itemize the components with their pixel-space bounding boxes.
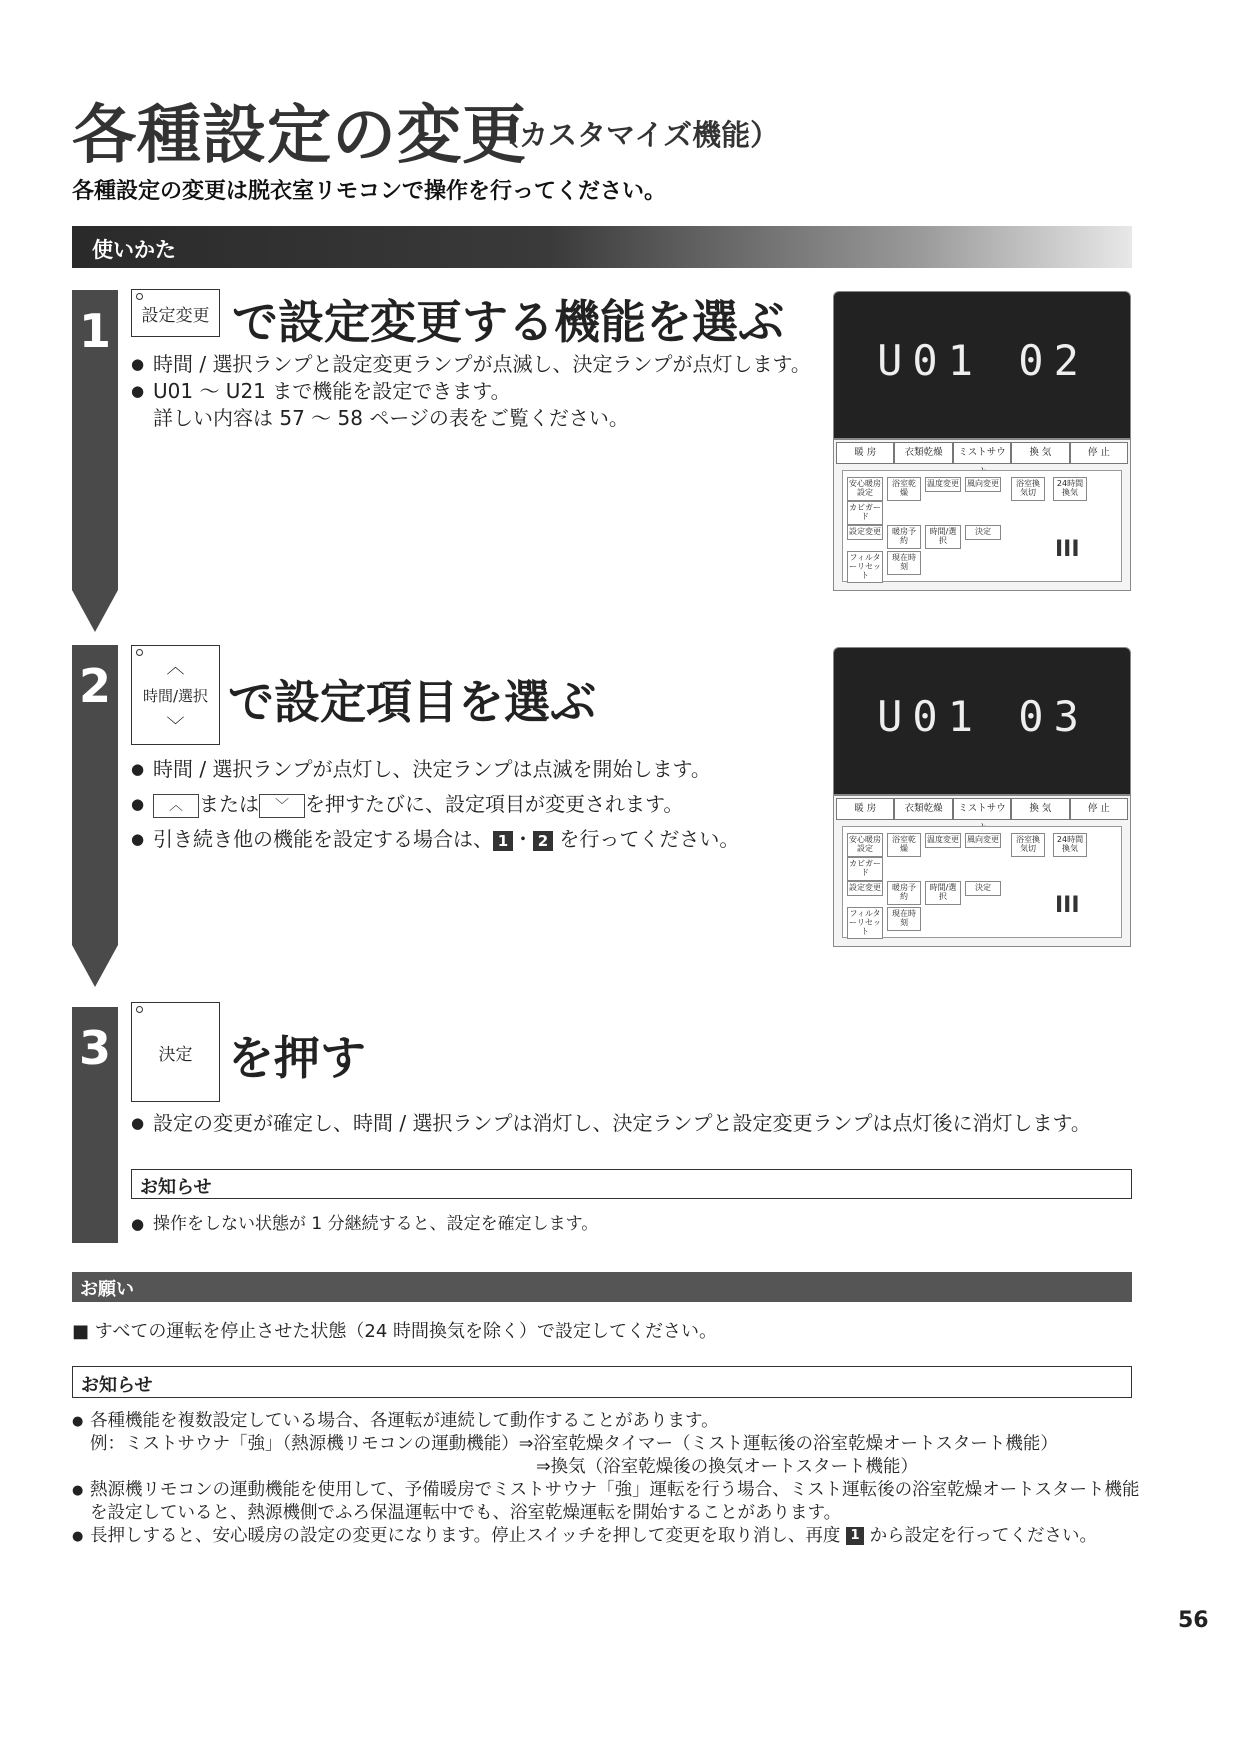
remote-mini-button: 24時間換気 [1053,477,1087,501]
list-item: ● 操作をしない状態が 1 分継続すると、設定を確定します。 [131,1211,1131,1238]
list-item: ● U01 ～ U21 まで機能を設定できます。 詳しい内容は 57 ～ 58 ページの表をご覧ください。 [131,378,811,432]
remote-button-heating: 暖 房 [836,798,894,820]
remote-mini-button: 暖房予約 [887,525,921,549]
remote-mini-button: 浴室換気切 [1011,833,1045,857]
step-2-arrow [72,645,118,945]
remote-mini-button: 設定変更 [847,881,883,896]
remote-mini-button: 設定変更 [847,525,883,540]
remote-display-text: U01 02 [877,336,1089,385]
list-item: ● 熱源機リモコンの運動機能を使用して、予備暖房でミストサウナ「強」運転を行う場合、ミスト運転後の浴室乾燥オートスタート機能を設定していると、熱源機側でふろ保温運転中でも、浴室乾燥運転を開始することがあります。 [72,1479,1142,1525]
down-key-inline [259,794,305,818]
remote-mini-button: 浴室乾燥 [887,833,921,857]
step-3-bullets [131,1110,1141,1137]
remote-illustration-2 [833,647,1131,947]
remote-top-buttons [836,798,1128,820]
howto-label: 使いかた [92,238,176,262]
notice-list [72,1410,1142,1548]
confirm-key-label: 決定 [158,1044,193,1065]
remote-top-buttons [836,442,1128,464]
chevron-down-icon: ﹀ [275,797,289,814]
remote-panel [842,470,1122,582]
remote-button-ventilation: 換 気 [1011,442,1069,464]
remote-mini-button: フィルターリセット [847,551,883,583]
remote-display [833,291,1131,439]
step-1-arrow [72,290,118,590]
remote-mini-button: 風向変更 [965,833,1001,848]
remote-mini-button: 安心暖房設定 [847,833,883,857]
step-badge: 2 [533,831,553,851]
remote-mini-button: 時間/選択 [925,881,961,905]
time-select-key-label: 時間/選択 [142,686,209,705]
remote-button-mist-sauna: ミストサウ [953,442,1011,464]
remote-mini-button: 現在時刻 [887,551,921,575]
step-1-arrow-head [72,590,118,632]
step-badge: 1 [493,831,513,851]
remote-mini-button: 24時間換気 [1053,833,1087,857]
remote-button-ventilation: 換 気 [1011,798,1069,820]
step-2-bullets [131,756,811,853]
remote-button-clothes-dry: 衣類乾燥 [894,798,952,820]
step-2-arrow-head [72,945,118,987]
list-item: ● 長押しすると、安心暖房の設定の変更になります。停止スイッチを押して変更を取り消し、再度 1 から設定を行ってください。 [72,1525,1142,1548]
list-item: ● ︿ または ﹀ を押すたびに、設定項目が変更されます。 [131,791,811,818]
step-3-number: 3 [78,1021,111,1075]
remote-mini-button: 現在時刻 [887,907,921,931]
remote-button-mist-sauna: ミストサウ [953,798,1011,820]
remote-panel [842,826,1122,938]
lamp-icon [136,293,143,300]
lamp-icon [136,1006,143,1013]
step-2-heading: で設定項目を選ぶ [228,675,596,729]
list-item: ● 引き続き他の機能を設定する場合は、 1 ・ 2 を行ってください。 [131,826,811,853]
list-item: ● 各種機能を複数設定している場合、各運転が連続して動作することがあります。 例：ミストサウナ「強」（熱源機リモコンの運動機能）⇒浴室乾燥タイマー（ミスト運転後の浴室乾燥オートスタート機能） ⇒換気（浴室乾燥後の換気オートスタート機能） [72,1410,1142,1479]
page-title-sub: （カスタマイズ機能） [490,118,780,152]
step-3-notice-bullets [131,1211,1131,1238]
page-title: 各種設定の変更 [72,99,527,173]
step-1-bullets [131,351,811,432]
request-section-bar: お願い [72,1272,1132,1302]
remote-mini-button: 時間/選択 [925,525,961,549]
remote-mini-button: 温度変更 [925,477,961,492]
remote-mini-button: 浴室乾燥 [887,477,921,501]
howto-section-bar [72,226,1132,268]
notice-section-header: お知らせ [72,1366,1132,1398]
step-1-heading: で設定変更する機能を選ぶ [232,295,784,349]
remote-mini-button: 決定 [965,525,1001,540]
remote-bars-icon: III [1055,893,1080,918]
step-badge: 1 [846,1527,864,1545]
step-3-heading: を押す [228,1031,366,1085]
chevron-down-icon: ﹀ [166,715,185,737]
remote-mini-button: 温度変更 [925,833,961,848]
lamp-icon [136,649,143,656]
remote-display [833,647,1131,795]
remote-mini-button: カビガード [847,857,883,881]
up-key-inline [153,794,199,818]
list-item: ● 設定の変更が確定し、時間 / 選択ランプは消灯し、決定ランプと設定変更ランプは点灯後に消灯します。 [131,1110,1141,1137]
step-1-number: 1 [78,304,111,358]
remote-mini-button: 浴室換気切 [1011,477,1045,501]
list-item: ● 時間 / 選択ランプと設定変更ランプが点滅し、決定ランプが点灯します。 [131,351,811,378]
remote-button-stop: 停 止 [1070,442,1128,464]
request-text: ■ すべての運転を停止させた状態（24 時間換気を除く）で設定してください。 [72,1321,717,1342]
settings-change-key [131,289,220,337]
remote-illustration-1 [833,291,1131,591]
time-select-key [131,645,220,745]
page-subtitle: 各種設定の変更は脱衣室リモコンで操作を行ってください。 [72,179,667,204]
remote-button-stop: 停 止 [1070,798,1128,820]
remote-mini-button: 安心暖房設定 [847,477,883,501]
page-number: 56 [1178,1608,1209,1633]
remote-button-heating: 暖 房 [836,442,894,464]
remote-display-text: U01 03 [877,692,1089,741]
remote-bars-icon: III [1055,537,1080,562]
remote-button-clothes-dry: 衣類乾燥 [894,442,952,464]
remote-mini-button: カビガード [847,501,883,525]
chevron-up-icon: ︿ [169,797,183,814]
list-item: ● 時間 / 選択ランプが点灯し、決定ランプは点滅を開始します。 [131,756,811,783]
remote-mini-button: 風向変更 [965,477,1001,492]
remote-mini-button: 決定 [965,881,1001,896]
remote-mini-button: 暖房予約 [887,881,921,905]
remote-body [833,795,1131,947]
confirm-key [131,1002,220,1102]
step-3-bar [72,1007,118,1243]
settings-change-key-label: 設定変更 [141,305,210,326]
step-3-notice-header: お知らせ [131,1169,1132,1199]
chevron-up-icon: ︿ [166,656,185,678]
remote-body [833,439,1131,591]
remote-mini-button: フィルターリセット [847,907,883,939]
step-2-number: 2 [78,659,111,713]
